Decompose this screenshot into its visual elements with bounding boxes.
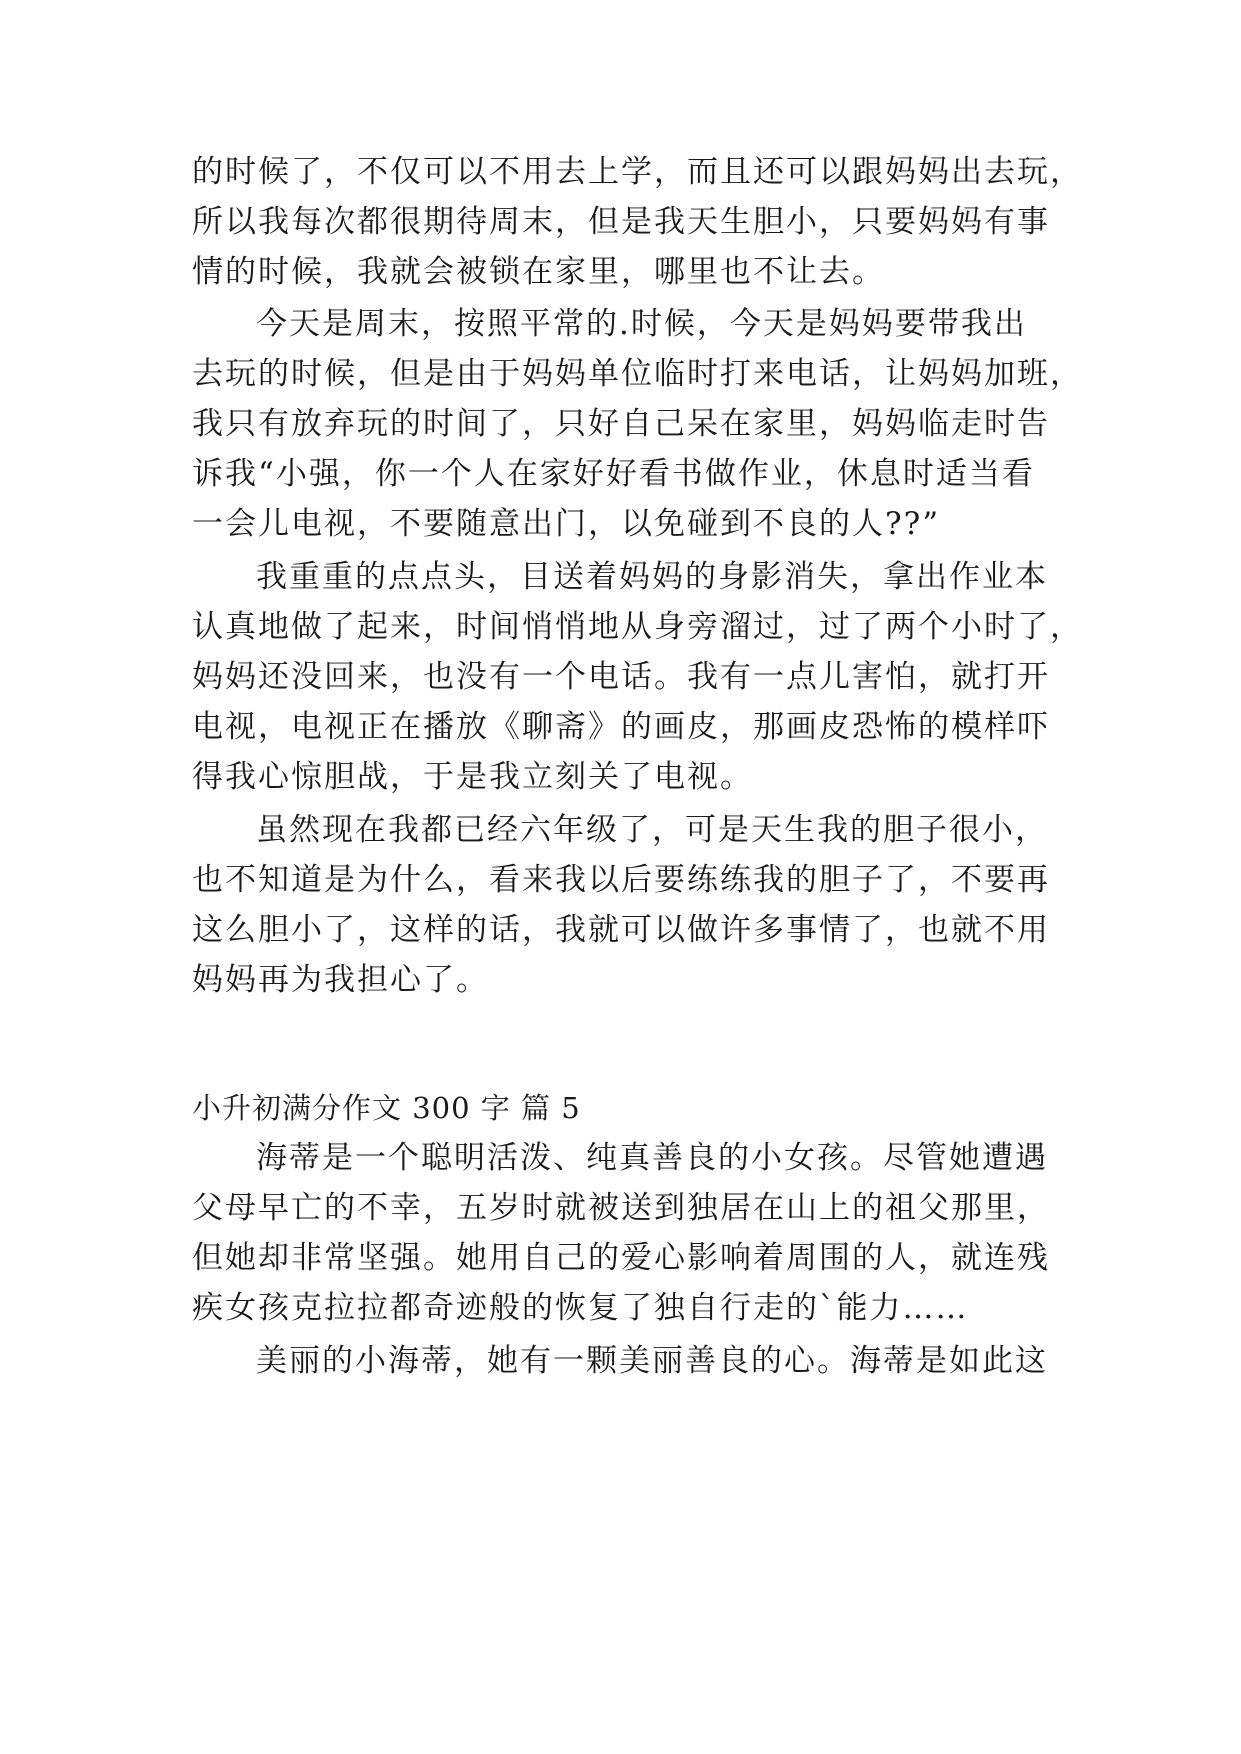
text-line: 也不知道是为什么，看来我以后要练练我的胆子了，不要再: [192, 862, 1050, 898]
text-line: 我只有放弃玩的时间了，只好自己呆在家里，妈妈临走时告: [192, 406, 1050, 442]
text-line: 一会儿电视，不要随意出门，以免碰到不良的人??”: [192, 506, 941, 542]
text-line: 诉我“小强，你一个人在家好好看书做作业，休息时适当看: [192, 456, 1035, 492]
text-line: 电视，电视正在播放《聊斋》的画皮，那画皮恐怖的模样吓: [192, 709, 1050, 745]
text-line: 海蒂是一个聪明活泼、纯真善良的小女孩。尽管她遭遇: [256, 1140, 1048, 1176]
text-line: 妈妈再为我担心了。: [192, 962, 489, 998]
text-line: 虽然现在我都已经六年级了，可是天生我的胆子很小，: [256, 812, 1048, 848]
text-line: 今天是周末，按照平常的.时候，今天是妈妈要带我出: [256, 306, 1027, 342]
text-line: 去玩的时候，但是由于妈妈单位临时打来电话，让妈妈加班，: [192, 356, 1083, 392]
text-line: 我重重的点点头，目送着妈妈的身影消失，拿出作业本: [256, 559, 1048, 595]
text-line: 认真地做了起来，时间悄悄地从身旁溜过，过了两个小时了，: [192, 609, 1083, 645]
text-line: 的时候了，不仅可以不用去上学，而且还可以跟妈妈出去玩，: [192, 154, 1083, 190]
text-line: 但她却非常坚强。她用自己的爱心影响着周围的人，就连残: [192, 1240, 1050, 1276]
text-line: 妈妈还没回来，也没有一个电话。我有一点儿害怕，就打开: [192, 659, 1050, 695]
text-line: 这么胆小了，这样的话，我就可以做许多事情了，也就不用: [192, 912, 1050, 948]
text-line: 疾女孩克拉拉都奇迹般的恢复了独自行走的`能力……: [192, 1290, 969, 1326]
text-line: 情的时候，我就会被锁在家里，哪里也不让去。: [192, 254, 885, 290]
text-line: 父母早亡的不幸，五岁时就被送到独居在山上的祖父那里，: [192, 1190, 1050, 1226]
text-line: 所以我每次都很期待周末，但是我天生胆小，只要妈妈有事: [192, 204, 1050, 240]
section-heading: 小升初满分作文 300 字 篇 5: [192, 1091, 581, 1125]
text-line: 得我心惊胆战，于是我立刻关了电视。: [192, 759, 753, 795]
text-line: 美丽的小海蒂，她有一颗美丽善良的心。海蒂是如此这: [256, 1343, 1048, 1379]
